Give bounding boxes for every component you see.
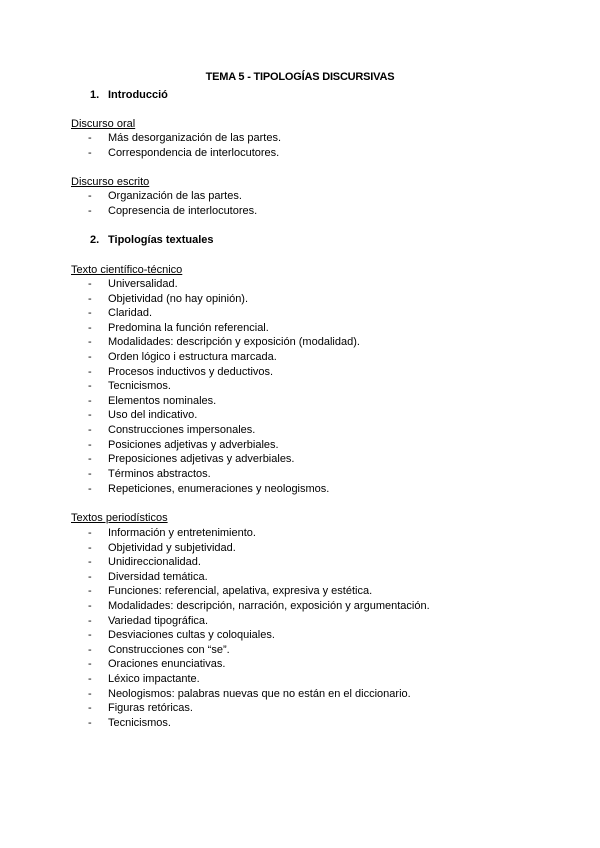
list-item-text: Más desorganización de las partes. (108, 132, 282, 144)
list-item (88, 379, 360, 394)
list-item (88, 292, 360, 307)
list-item-text: Construcciones con “se”. (108, 643, 230, 656)
subsection-heading-texto-cientifico: Texto científico-técnico (71, 264, 183, 276)
list-item (88, 467, 360, 482)
section-number: 1. (90, 89, 100, 101)
list-item-text: Orden lógico i estructura marcada. (108, 351, 277, 364)
section-number: 2. (90, 234, 100, 246)
list-item (88, 541, 430, 556)
bullet-dash: - (88, 307, 92, 320)
list-item-text: Procesos inductivos y deductivos. (108, 365, 274, 378)
list-texto-cientifico (88, 277, 360, 496)
list-item (88, 452, 360, 467)
list-item (88, 716, 430, 731)
bullet-dash: - (88, 380, 92, 393)
bullet-dash: - (88, 600, 92, 613)
list-item-text: Desviaciones cultas y coloquiales. (108, 629, 275, 642)
list-discurso-escrito (88, 189, 257, 218)
bullet-dash: - (88, 658, 92, 671)
list-item-text: Posiciones adjetivas y adverbiales. (108, 438, 279, 451)
list-item-text: Elementos nominales. (108, 394, 217, 407)
section-label: Tipologías textuales (108, 234, 214, 246)
list-item (88, 482, 360, 497)
list-item (88, 701, 430, 716)
list-item-text: Preposiciones adjetivas y adverbiales. (108, 453, 295, 466)
subsection-heading-discurso-escrito: Discurso escrito (71, 176, 150, 188)
bullet-dash: - (88, 438, 92, 451)
list-item-text: Neologismos: palabras nuevas que no están en el diccionario. (108, 687, 411, 700)
bullet-dash: - (88, 556, 92, 569)
list-item (88, 394, 360, 409)
list-item-text: Copresencia de interlocutores. (108, 204, 258, 217)
list-item (88, 526, 430, 541)
bullet-dash: - (88, 541, 92, 554)
list-item-text: Diversidad temática. (108, 570, 208, 583)
list-item (88, 438, 360, 453)
bullet-dash: - (88, 482, 92, 495)
list-item (88, 628, 430, 643)
list-item-text: Modalidades: descripción, narración, exposición y argumentación. (108, 600, 430, 613)
bullet-dash: - (88, 132, 92, 144)
section-label: Introducció (108, 89, 168, 101)
list-item-text: Figuras retóricas. (108, 702, 193, 715)
bullet-dash: - (88, 278, 92, 290)
list-discurso-oral (88, 131, 281, 160)
list-item-text: Repeticiones, enumeraciones y neologismos. (108, 482, 330, 495)
list-item-text: Tecnicismos. (108, 716, 171, 729)
list-item (88, 687, 430, 702)
list-item-text: Variedad tipográfica. (108, 614, 209, 627)
list-item (88, 584, 430, 599)
bullet-dash: - (88, 453, 92, 466)
list-item (88, 189, 257, 204)
bullet-dash: - (88, 614, 92, 627)
bullet-dash: - (88, 424, 92, 437)
list-item-text: Funciones: referencial, apelativa, expresiva y estética. (108, 585, 373, 598)
list-item (88, 643, 430, 658)
list-item-text: Uso del indicativo. (108, 409, 198, 422)
list-item (88, 599, 430, 614)
bullet-dash: - (88, 467, 92, 480)
list-item-text: Modalidades: descripción y exposición (modalidad). (108, 336, 360, 349)
list-item (88, 204, 257, 219)
list-item (88, 570, 430, 585)
bullet-dash: - (88, 204, 92, 217)
list-item-text: Construcciones impersonales. (108, 424, 256, 437)
list-item (88, 321, 360, 336)
bullet-dash: - (88, 687, 92, 700)
list-item-text: Léxico impactante. (108, 673, 200, 686)
bullet-dash: - (88, 351, 92, 364)
section-heading-tipologias (90, 234, 214, 246)
list-item (88, 350, 360, 365)
list-item-text: Oraciones enunciativas. (108, 658, 226, 671)
bullet-dash: - (88, 643, 92, 656)
list-item (88, 277, 360, 292)
list-item (88, 555, 430, 570)
list-item (88, 423, 360, 438)
section-heading-introduccio (90, 89, 168, 101)
bullet-dash: - (88, 146, 92, 159)
bullet-dash: - (88, 409, 92, 422)
list-item (88, 335, 360, 350)
bullet-dash: - (88, 394, 92, 407)
list-item-text: Unidireccionalidad. (108, 556, 201, 569)
bullet-dash: - (88, 321, 92, 334)
list-textos-periodisticos (88, 526, 430, 731)
list-item (88, 306, 360, 321)
list-item-text: Claridad. (108, 307, 153, 320)
document-title: TEMA 5 - TIPOLOGÍAS DISCURSIVAS (205, 71, 395, 83)
list-item-text: Tecnicismos. (108, 380, 171, 393)
bullet-dash: - (88, 716, 92, 729)
list-item (88, 131, 281, 146)
list-item-text: Universalidad. (108, 278, 178, 290)
list-item-text: Objetividad y subjetividad. (108, 541, 236, 554)
bullet-dash: - (88, 585, 92, 598)
list-item-text: Términos abstractos. (108, 467, 211, 480)
bullet-dash: - (88, 365, 92, 378)
list-item (88, 408, 360, 423)
bullet-dash: - (88, 629, 92, 642)
list-item-text: Organización de las partes. (108, 190, 242, 202)
subsection-heading-discurso-oral: Discurso oral (71, 118, 136, 130)
bullet-dash: - (88, 292, 92, 305)
list-item (88, 146, 281, 161)
bullet-dash: - (88, 673, 92, 686)
list-item (88, 672, 430, 687)
list-item-text: Objetividad (no hay opinión). (108, 292, 249, 305)
list-item (88, 614, 430, 629)
bullet-dash: - (88, 702, 92, 715)
subsection-heading-textos-periodisticos: Textos periodísticos (71, 512, 168, 524)
list-item-text: Predomina la función referencial. (108, 321, 269, 334)
bullet-dash: - (88, 570, 92, 583)
list-item-text: Correspondencia de interlocutores. (108, 146, 280, 159)
bullet-dash: - (88, 527, 92, 539)
list-item (88, 657, 430, 672)
list-item (88, 365, 360, 380)
bullet-dash: - (88, 190, 92, 202)
list-item-text: Información y entretenimiento. (108, 527, 256, 539)
bullet-dash: - (88, 336, 92, 349)
